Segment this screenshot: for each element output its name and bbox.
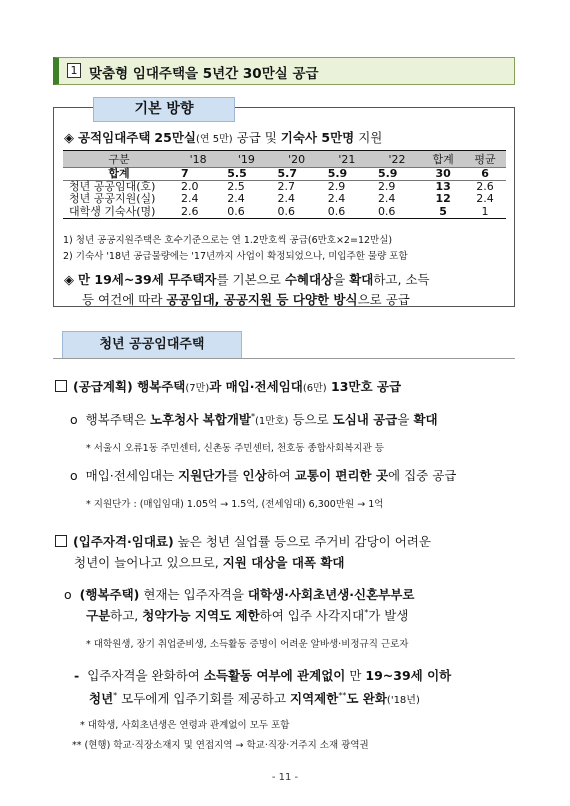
sub-item-happy-house: o 행복주택은 노후청사 복합개발*(1만호) 등으로 도심내 공급을 확대 bbox=[70, 411, 438, 427]
sub-item-happy-house-eligibility: o (행복주택) 현재는 입주자격을 대학생·사회초년생·신혼부부로 bbox=[64, 587, 415, 602]
table-row: 청년 공공임대(호) 2.0 2.5 2.7 2.9 2.9 13 2.6 bbox=[69, 180, 494, 193]
table-header-cell: 평균 bbox=[464, 151, 506, 168]
section-title: 맞춤형 임대주택을 5년간 30만실 공급 bbox=[89, 66, 319, 82]
table-header-cell: '22 bbox=[372, 151, 422, 168]
table-header-cell: '20 bbox=[272, 151, 322, 168]
table-header-cell: '19 bbox=[221, 151, 271, 168]
table-header-cell: '18 bbox=[175, 151, 221, 168]
item-eligibility: (입주자격·임대료) 높은 청년 실업률 등으로 주거비 감당이 어려운 bbox=[55, 532, 431, 550]
table-header-cell: 합계 bbox=[422, 151, 464, 168]
footnote: * 서울시 오류1동 주민센터, 신촌동 주민센터, 천호동 종합사회복지관 등 bbox=[86, 443, 384, 454]
youth-rental-tab: 청년 공공임대주택 bbox=[62, 331, 242, 359]
dash-item-relax-eligibility: - 입주자격을 완화하여 소득활동 여부에 관계없이 만 19~39세 이하 bbox=[74, 668, 452, 683]
checkbox-square-icon bbox=[55, 380, 67, 392]
item-supply-plan: (공급계획) 행복주택(7만)과 매입·전세임대(6만) 13만호 공급 bbox=[55, 377, 401, 395]
supply-table bbox=[63, 150, 506, 219]
footnote: * 지원단가 : (매입임대) 1.05억 → 1.5억, (전세임대) 6,300만원 → 1억 bbox=[86, 499, 384, 510]
sub-item-purchase-lease: o 매입·전세임대는 지원단가를 인상하여 교통이 편리한 곳에 집중 공급 bbox=[70, 468, 457, 483]
table-header-cell: '21 bbox=[322, 151, 372, 168]
page-number: - 11 - bbox=[271, 772, 299, 783]
footnote: ** (현행) 학교·직장소재지 및 연접지역 → 학교·직장·거주지 소재 광역권 bbox=[72, 740, 369, 751]
table-header-row bbox=[63, 151, 506, 168]
basic-bullet-1: ◈ 공적임대주택 25만실(연 5만) 공급 및 기숙사 5만명 지원 bbox=[64, 130, 383, 146]
section-number: 1 bbox=[67, 63, 81, 78]
checkbox-square-icon bbox=[55, 535, 67, 547]
item-eligibility-line-2: 청년이 늘어나고 있으므로, 지원 대상을 대폭 확대 bbox=[74, 555, 345, 570]
dash-item-relax-eligibility-line-2: 청년* 모두에게 입주기회를 제공하고 지역제한**도 완화('18년) bbox=[89, 690, 420, 706]
table-row: 청년 공공지원(실) 2.4 2.4 2.4 2.4 2.4 12 2.4 bbox=[69, 192, 494, 206]
section-header bbox=[53, 57, 515, 85]
table-header-cell: 구분 bbox=[63, 151, 175, 168]
table-row: 대학생 기숙사(명) 2.6 0.6 0.6 0.6 0.6 5 1 bbox=[69, 204, 489, 218]
basic-bullet-2: ◈ 만 19세~39세 무주택자를 기본으로 수혜대상을 확대하고, 소득 bbox=[64, 272, 430, 288]
footnote: * 대학생, 사회초년생은 연령과 관계없이 모두 포함 bbox=[80, 720, 290, 731]
footnote: * 대학원생, 장기 취업준비생, 소득활동 증명이 어려운 알바생·비정규직 근로자 bbox=[86, 639, 409, 650]
basic-bullet-2-line-2: 등 여건에 따라 공공임대, 공공지원 등 다양한 방식으로 공급 bbox=[82, 292, 410, 307]
table-note-1: 1) 청년 공공지원주택은 호수기준으로는 연 1.2만호씩 공급(6만호×2=12만실) bbox=[63, 235, 393, 246]
sub-item-happy-house-eligibility-line-2: 구분하고, 청약가능 지역도 제한하여 입주 사각지대*가 발생 bbox=[86, 607, 409, 623]
divider bbox=[53, 358, 515, 359]
basic-direction-tab: 기본 방향 bbox=[93, 97, 235, 122]
table-row: 합계 7 5.5 5.7 5.9 5.9 30 6 bbox=[63, 168, 506, 181]
table-note-2: 2) 기숙사 '18년 공급물량에는 '17년까지 사업이 확정되었으나, 미입주한 물량 포함 bbox=[63, 251, 408, 262]
